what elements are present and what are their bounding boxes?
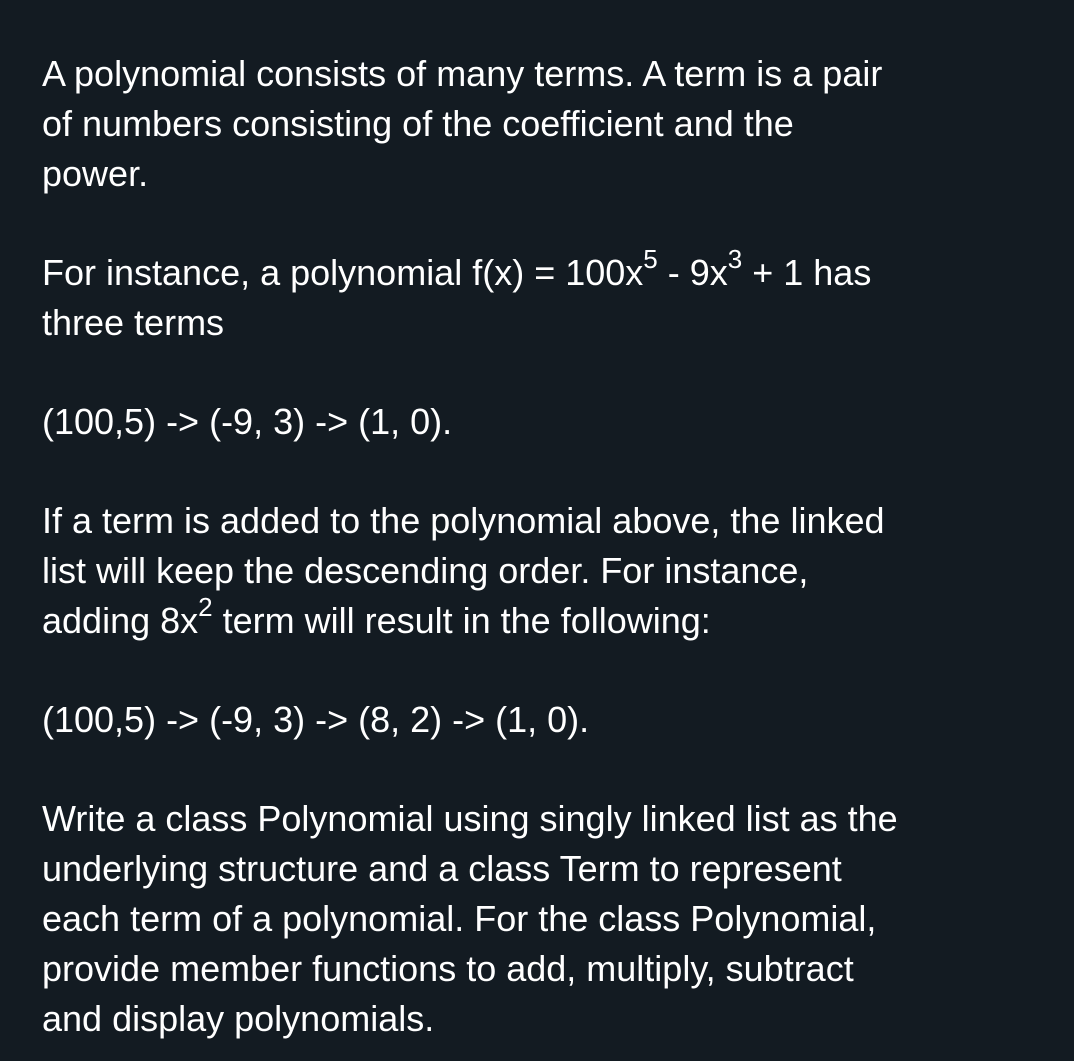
insertion-line-3: [42, 592, 1034, 646]
intro-line-3: power.: [42, 153, 149, 194]
intro-line-2: of numbers consisting of the coefficient and the: [42, 103, 794, 144]
example-line-2: three terms: [42, 302, 225, 343]
insertion-text-a: adding 8x: [42, 600, 199, 641]
exponent-3: 3: [727, 244, 743, 274]
task-line-1: Write a class Polynomial using singly linked list as the: [42, 798, 898, 839]
term-list-2: [42, 695, 1034, 745]
intro-paragraph: [42, 49, 1034, 199]
insertion-paragraph: [42, 496, 1034, 646]
exponent-2: 2: [198, 592, 213, 622]
task-paragraph: [42, 794, 1034, 1044]
example-line-1: [42, 244, 1034, 298]
term-list-1-text: (100,5) -> (-9, 3) -> (1, 0).: [42, 401, 453, 442]
task-line-3: each term of a polynomial. For the class Polynomial,: [42, 898, 877, 939]
example-text-c: + 1 has: [742, 252, 872, 293]
example-paragraph: [42, 244, 1034, 348]
term-list-1: [42, 397, 1034, 447]
exponent-5: 5: [643, 244, 658, 274]
term-list-2-text: (100,5) -> (-9, 3) -> (8, 2) -> (1, 0).: [42, 699, 590, 740]
example-text-b: - 9x: [657, 252, 728, 293]
example-text-a: For instance, a polynomial f(x) = 100x: [42, 252, 644, 293]
intro-line-1: A polynomial consists of many terms. A term is a pair: [42, 53, 883, 94]
insertion-text-b: term will result in the following:: [212, 600, 711, 641]
insertion-line-1: If a term is added to the polynomial above, the linked: [42, 500, 885, 541]
task-line-5: and display polynomials.: [42, 998, 435, 1039]
task-line-2: underlying structure and a class Term to represent: [42, 848, 842, 889]
insertion-line-2: list will keep the descending order. For instance,: [42, 550, 809, 591]
task-line-4: provide member functions to add, multiply, subtract: [42, 948, 854, 989]
